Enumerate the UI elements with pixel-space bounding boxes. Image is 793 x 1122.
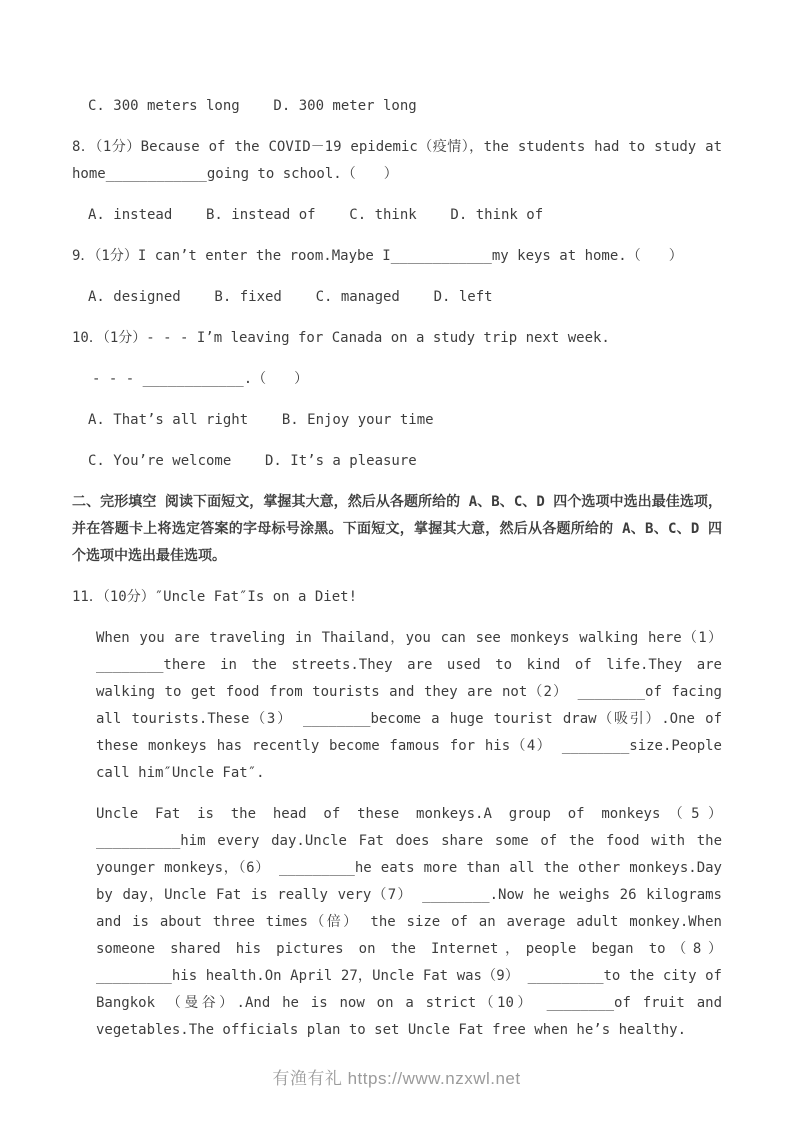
section2-heading: 二、完形填空 阅读下面短文，掌握其大意，然后从各题所给的 A、B、C、D 四个选项中选出最佳选项，并在答题卡上将选定答案的字母标号涂黑。下面短文，掌握其大意，然后从各题所给的 A、B、C、D 四个选项中选出最佳选项。 xyxy=(72,494,722,564)
question10-stem: 10．（1分）- - - I’m leaving for Canada on a study trip next week. xyxy=(72,330,610,346)
question8-stem: 8．（1分）Because of the COVID－19 epidemic（疫情），the students had to study at home____________going to school.（ ） xyxy=(72,139,731,182)
cloze11-passage-paragraph-1: When you are traveling in Thailand，you can see monkeys walking here（1） ________there in the streets.They are used to kind of life.They are walking to get food from tourists and they are not（2） ________of facing all tourists.These（3） ________become a huge tourist draw（吸引）.One of these monkeys has recently become famous for his（4） ________size.People call him″Uncle Fat″. xyxy=(96,630,731,781)
question9-options: A. designed B. fixed C. managed D. left xyxy=(88,289,493,305)
question8-options: A. instead B. instead of C. think D. think of xyxy=(88,207,544,223)
question7-options-cd: C. 300 meters long D. 300 meter long xyxy=(88,98,417,114)
cloze11-title: 11．（10分）″Uncle Fat″Is on a Diet! xyxy=(72,589,358,605)
question10-options-cd: C. You’re welcome D. It’s a pleasure xyxy=(88,453,417,469)
question9-stem: 9．（1分）I can’t enter the room.Maybe I____________my keys at home.（ ） xyxy=(72,248,683,264)
watermark-footer: 有渔有礼 https://www.nzxwl.net xyxy=(272,1069,521,1088)
question10-answer-line: - - - ____________.（ ） xyxy=(92,371,309,387)
cloze11-passage-paragraph-2: Uncle Fat is the head of these monkeys.A group of monkeys（5） __________him every day.Uncle Fat does share some of the food with the younger monkeys，（6） _________he eats more than all the other monkeys.Day by day，Uncle Fat is really very（7） ________.Now he weighs 26 kilograms and is about three times（倍） the size of an average adult monkey.When someone shared his pictures on the Internet，people began to（8） _________his health.On April 27，Uncle Fat was（9） _________to the city of Bangkok （曼谷）.And he is now on a strict（10） ________of fruit and vegetables.The officials plan to set Uncle Fat free when he’s healthy. xyxy=(96,806,731,1038)
question10-options-ab: A. That’s all right B. Enjoy your time xyxy=(88,412,434,428)
